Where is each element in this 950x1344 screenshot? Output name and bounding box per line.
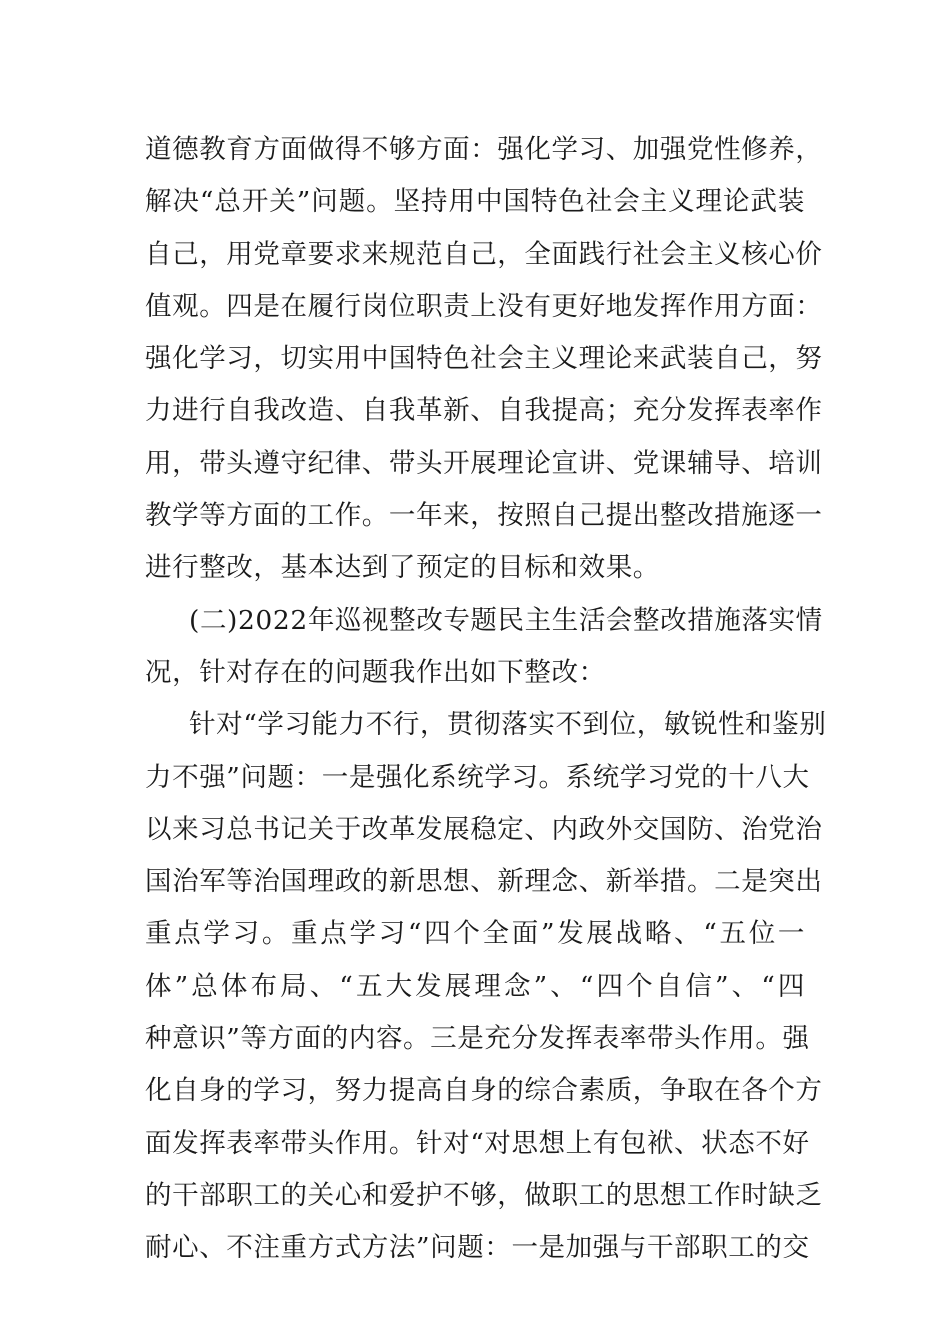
body-text <box>145 124 827 1275</box>
text-line: 教学等方面的工作。一年来，按照自己提出整改措施逐一 <box>145 500 823 532</box>
text-line: 体”总体布局、“五大发展理念”、“四个自信”、“四 <box>145 970 805 1002</box>
text-line: 重点学习。重点学习“四个全面”发展战略、“五位一 <box>145 918 805 950</box>
text-line: 进行整改，基本达到了预定的目标和效果。 <box>145 552 660 584</box>
text-line: 化自身的学习，努力提高自身的综合素质，争取在各个方 <box>145 1075 823 1107</box>
text-line: 用，带头遵守纪律、带头开展理论宣讲、党课辅导、培训 <box>145 447 823 479</box>
text-line: 自己，用党章要求来规范自己，全面践行社会主义核心价 <box>145 238 823 270</box>
text-line: 解决“总开关”问题。坚持用中国特色社会主义理论武装 <box>145 186 805 218</box>
text-line: 强化学习，切实用中国特色社会主义理论来武装自己，努 <box>145 343 823 375</box>
section-heading-line: (二)2022年巡视整改专题民主生活会整改措施落实情 <box>189 604 823 636</box>
paragraph-start-line: 针对“学习能力不行，贯彻落实不到位，敏锐性和鉴别 <box>189 709 827 741</box>
text-line: 值观。四是在履行岗位职责上没有更好地发挥作用方面： <box>145 290 823 322</box>
text-line: 况，针对存在的问题我作出如下整改： <box>145 656 606 688</box>
text-line: 耐心、不注重方式方法”问题：一是加强与干部职工的交 <box>145 1232 810 1264</box>
text-line: 力进行自我改造、自我革新、自我提高；充分发挥表率作 <box>145 395 823 427</box>
text-line: 力不强”问题：一是强化系统学习。系统学习党的十八大 <box>145 761 810 793</box>
text-line: 道德教育方面做得不够方面：强化学习、加强党性修养， <box>145 134 823 165</box>
text-line: 以来习总书记关于改革发展稳定、内政外交国防、治党治 <box>145 813 823 845</box>
text-line: 面发挥表率带头作用。针对“对思想上有包袱、状态不好 <box>145 1127 810 1159</box>
text-line: 种意识”等方面的内容。三是充分发挥表率带头作用。强 <box>145 1023 810 1055</box>
text-line: 的干部职工的关心和爱护不够，做职工的思想工作时缺乏 <box>145 1179 823 1211</box>
text-line: 国治军等治国理政的新思想、新理念、新举措。二是突出 <box>145 866 823 898</box>
